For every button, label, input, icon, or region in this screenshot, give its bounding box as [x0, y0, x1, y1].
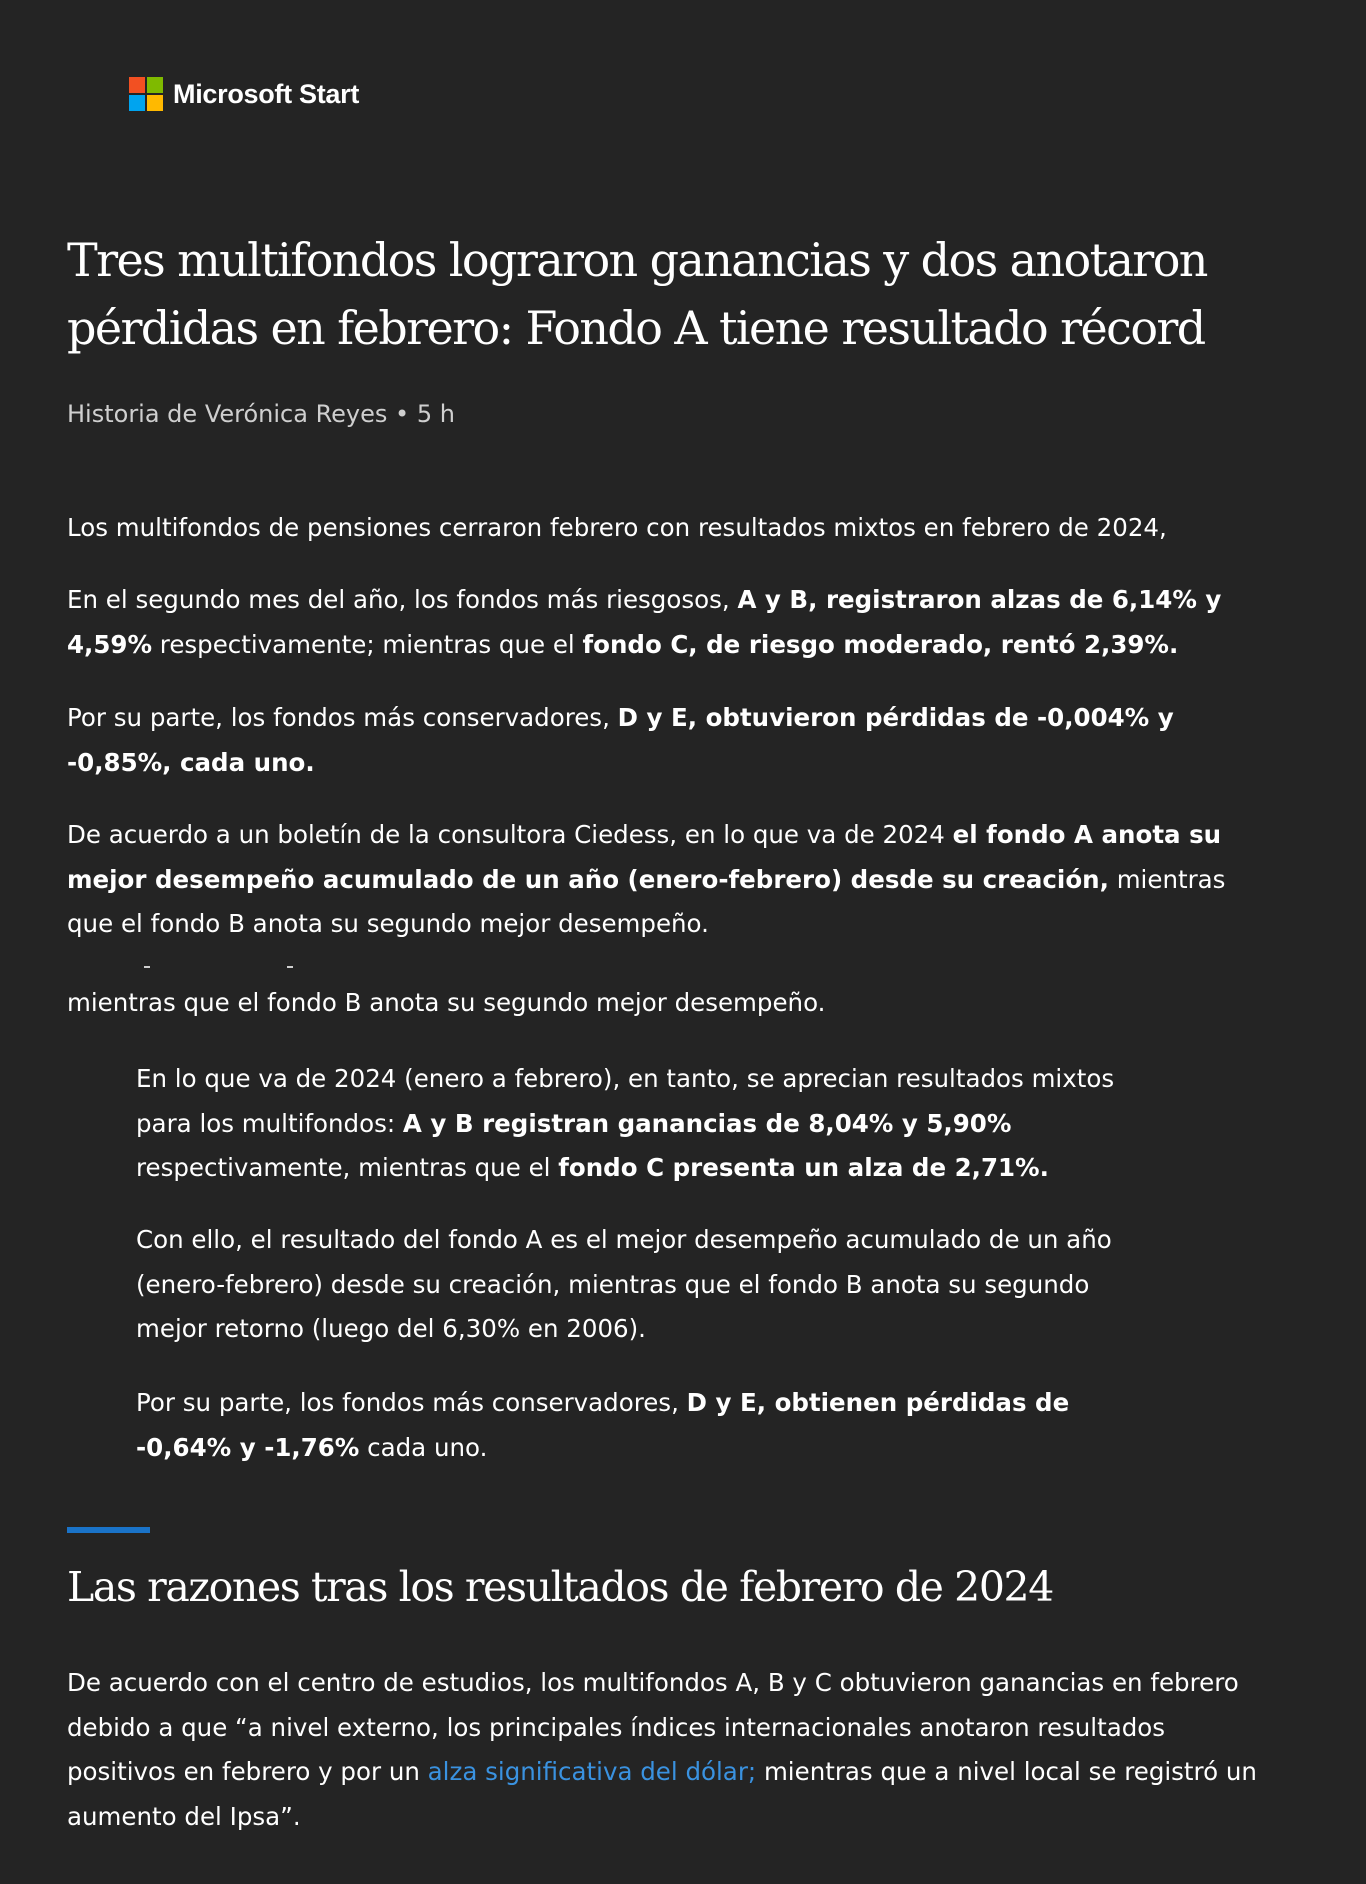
article-byline: Historia de Verónica Reyes • 5 h [67, 400, 455, 428]
quote-1-bold-b: fondo C presenta un alza de 2,71%. [558, 1153, 1049, 1182]
quote-2-text: Con ello, el resultado del fondo A es el mejor desempeño acumulado de un año (enero-febrero) desde su creación, mientras que el fondo B anota su segundo mejor retorno (luego del 6,30% en 2006). [136, 1225, 1112, 1343]
quote-1-text-b: respectivamente, mientras que el [136, 1153, 559, 1182]
paragraph-2 [67, 578, 1277, 667]
quote-3-text-a: Por su parte, los fondos más conservadores, [136, 1388, 687, 1417]
article-title [67, 226, 1287, 362]
section-title: Las razones tras los resultados de febrero de 2024 [67, 1563, 1053, 1611]
logo-square-yellow [147, 95, 163, 111]
microsoft-start-logo[interactable] [129, 76, 359, 112]
logo-square-blue [129, 95, 145, 111]
section-accent-bar [67, 1527, 150, 1533]
paragraph-4-bold: el fondo A anota su mejor desempeño acumulado de un año (enero-febrero) desde su creación, [67, 820, 1222, 894]
logo-square-red [129, 77, 145, 93]
paragraph-6-text-a: De acuerdo con el centro de estudios, los multifondos A, B y C obtuvieron ganancias en febrero debido a que “a nivel externo, los principales índices internacionales anotaron resultados positivos en febrero y por un [67, 1668, 1239, 1786]
clipped-glyph [287, 966, 293, 968]
logo-square-green [147, 77, 163, 93]
dollar-rise-link[interactable]: alza significativa del dólar; [427, 1757, 757, 1786]
brand-name: Microsoft Start [173, 78, 360, 109]
article-title-line-2: pérdidas en febrero: Fondo A tiene resultado récord [67, 301, 1205, 355]
paragraph-4 [67, 813, 1277, 947]
paragraph-6-text-b: mientras que a nivel local se registró un aumento del Ipsa”. [67, 1757, 1257, 1831]
paragraph-6 [67, 1661, 1277, 1839]
clipped-glyph [144, 966, 150, 968]
paragraph-3 [67, 696, 1277, 785]
paragraph-2-bold-b: fondo C, de riesgo moderado, rentó 2,39%. [582, 629, 1179, 659]
clipped-text-fragment [67, 960, 367, 970]
paragraph-2-bold-a: A y B, registraron alzas de 6,14% y 4,59% [67, 585, 1222, 659]
quote-paragraph-2 [136, 1218, 1166, 1352]
quote-3-bold: D y E, obtienen pérdidas de -0,64% y -1,76% [136, 1388, 1070, 1462]
paragraph-1-text: Los multifondos de pensiones cerraron febrero con resultados mixtos en febrero de 2024, [67, 513, 1167, 542]
paragraph-3-text: Por su parte, los fondos más conservadores, [67, 703, 618, 732]
microsoft-logo-icon [129, 77, 163, 111]
quote-paragraph-3 [136, 1381, 1166, 1470]
quote-1-text-a: En lo que va de 2024 (enero a febrero), en tanto, se aprecian resultados mixtos para los multifondos: [136, 1064, 1115, 1138]
paragraph-2-text-a: En el segundo mes del año, los fondos más riesgosos, [67, 585, 738, 614]
article-title-line-1: Tres multifondos lograron ganancias y dos anotaron [67, 233, 1207, 287]
paragraph-1 [67, 506, 1277, 551]
paragraph-5 [67, 981, 1277, 1026]
paragraph-3-bold: D y E, obtuvieron pérdidas de -0,004% y -0,85%, cada uno. [67, 703, 1174, 777]
paragraph-4-text-b: mientras que el fondo B anota su segundo mejor desempeño. [67, 864, 1226, 938]
paragraph-4-text-a: De acuerdo a un boletín de la consultora Ciedess, en lo que va de 2024 [67, 820, 953, 849]
quote-3-text-b: cada uno. [359, 1432, 488, 1462]
quote-paragraph-1 [136, 1057, 1166, 1191]
paragraph-5-text: mientras que el fondo B anota su segundo mejor desempeño. [67, 988, 826, 1017]
quote-1-bold-a: A y B registran ganancias de 8,04% y 5,90% [402, 1108, 1012, 1138]
paragraph-2-text-b: respectivamente; mientras que el [152, 629, 583, 659]
